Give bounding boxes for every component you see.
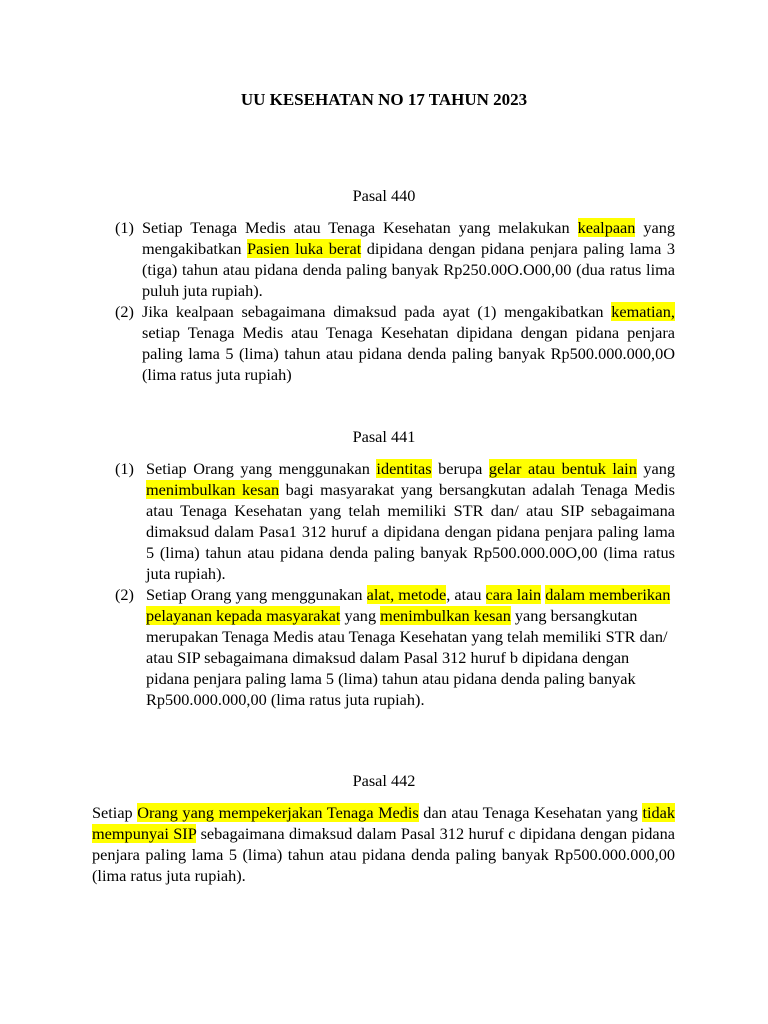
text-segment: dan atau Tenaga Kesehatan yang (418, 803, 643, 822)
text-segment: setiap Tenaga Medis atau Tenaga Kesehatan dipidana dengan pidana penjara paling lama 5 (lima) tahun atau pidana denda paling banyak Rp500.000.000,0O (lima ratus juta rupiah) (142, 323, 675, 384)
text-segment: dipidana dengan pidana penjara paling lama 3 (tiga) tahun atau pidana denda paling banyak Rp250.00O.O00,00 (dua ratus lima puluh juta rupiah). (142, 239, 676, 300)
highlighted-text: menimbulkan kesan (380, 606, 511, 625)
document-title: UU KESEHATAN NO 17 TAHUN 2023 (240, 90, 528, 109)
item-number: (1) (115, 459, 134, 478)
highlighted-text: Pasien luka berat (247, 239, 362, 258)
text-segment: berupa (431, 459, 489, 478)
highlighted-text: kematian, (611, 302, 675, 321)
text-segment: Jika kealpaan sebagaimana dimaksud pada ayat (1) mengakibatkan (142, 302, 612, 321)
text-segment: Setiap Tenaga Medis atau Tenaga Kesehatan yang melakukan (142, 218, 578, 237)
pasal-440-heading: Pasal 440 (352, 186, 416, 205)
text-segment: yang (636, 459, 676, 478)
highlighted-text: Orang yang mempekerjakan Tenaga Medis (137, 803, 419, 822)
text-segment: bagi masyarakat yang bersangkutan adalah Tenaga Medis atau Tenaga Kesehatan yang telah memiliki STR dan/ atau SIP sebagaimana dimaksud dalam Pasa1 312 huruf a dipidana dengan pidana penjara paling lama 5 (lima) tahun atau pidana denda paling banyak Rp500.000.00O,00 (lima ratus juta rupiah). (146, 480, 675, 583)
item-number: (2) (115, 302, 134, 321)
highlighted-text: menimbulkan kesan (146, 480, 280, 499)
highlighted-text: tidak mempunyai SIP (92, 803, 676, 843)
pasal-440-item-2 (115, 301, 675, 385)
pasal-441-item-2 (115, 584, 675, 710)
pasal-442-paragraph (92, 802, 675, 886)
highlighted-text: dalam memberikan pelayanan kepada masyarakat (146, 585, 671, 625)
pasal-441-item-1 (115, 458, 675, 584)
text-segment: yang mengakibatkan (142, 218, 675, 258)
highlighted-text: cara lain (485, 585, 542, 604)
highlighted-text: identitas (376, 459, 432, 478)
text-segment: yang bersangkutan merupakan Tenaga Medis atau Tenaga Kesehatan yang telah memiliki STR dan/ atau SIP sebagaimana dimaksud dalam Pasal 312 huruf b dipidana dengan pidana penjara paling lama 5 (lima) tahun atau pidana denda paling banyak Rp500.000.000,00 (lima ratus juta rupiah). (146, 606, 668, 709)
highlighted-text: gelar atau bentuk lain (488, 459, 637, 478)
highlighted-text: alat, metode (366, 585, 447, 604)
pasal-440-list (115, 217, 675, 385)
text-segment: Setiap (92, 803, 138, 822)
item-number: (1) (115, 218, 134, 237)
text-segment: sebagaimana dimaksud dalam Pasal 312 huruf c dipidana dengan pidana penjara paling lama 5 (lima) tahun atau pidana denda paling banyak Rp500.000.000,00 (lima ratus juta rupiah). (92, 824, 675, 885)
item-number: (2) (115, 585, 134, 604)
pasal-440-item-1 (115, 217, 675, 301)
pasal-441-heading: Pasal 441 (352, 427, 416, 446)
highlighted-text: kealpaan (577, 218, 636, 237)
pasal-442-heading: Pasal 442 (352, 771, 416, 790)
text-segment: Setiap Orang yang menggunakan (146, 585, 367, 604)
text-segment: , atau (446, 585, 486, 604)
pasal-441-list (115, 458, 675, 710)
text-segment: Setiap Orang yang menggunakan (146, 459, 377, 478)
text-segment: yang (340, 606, 381, 625)
